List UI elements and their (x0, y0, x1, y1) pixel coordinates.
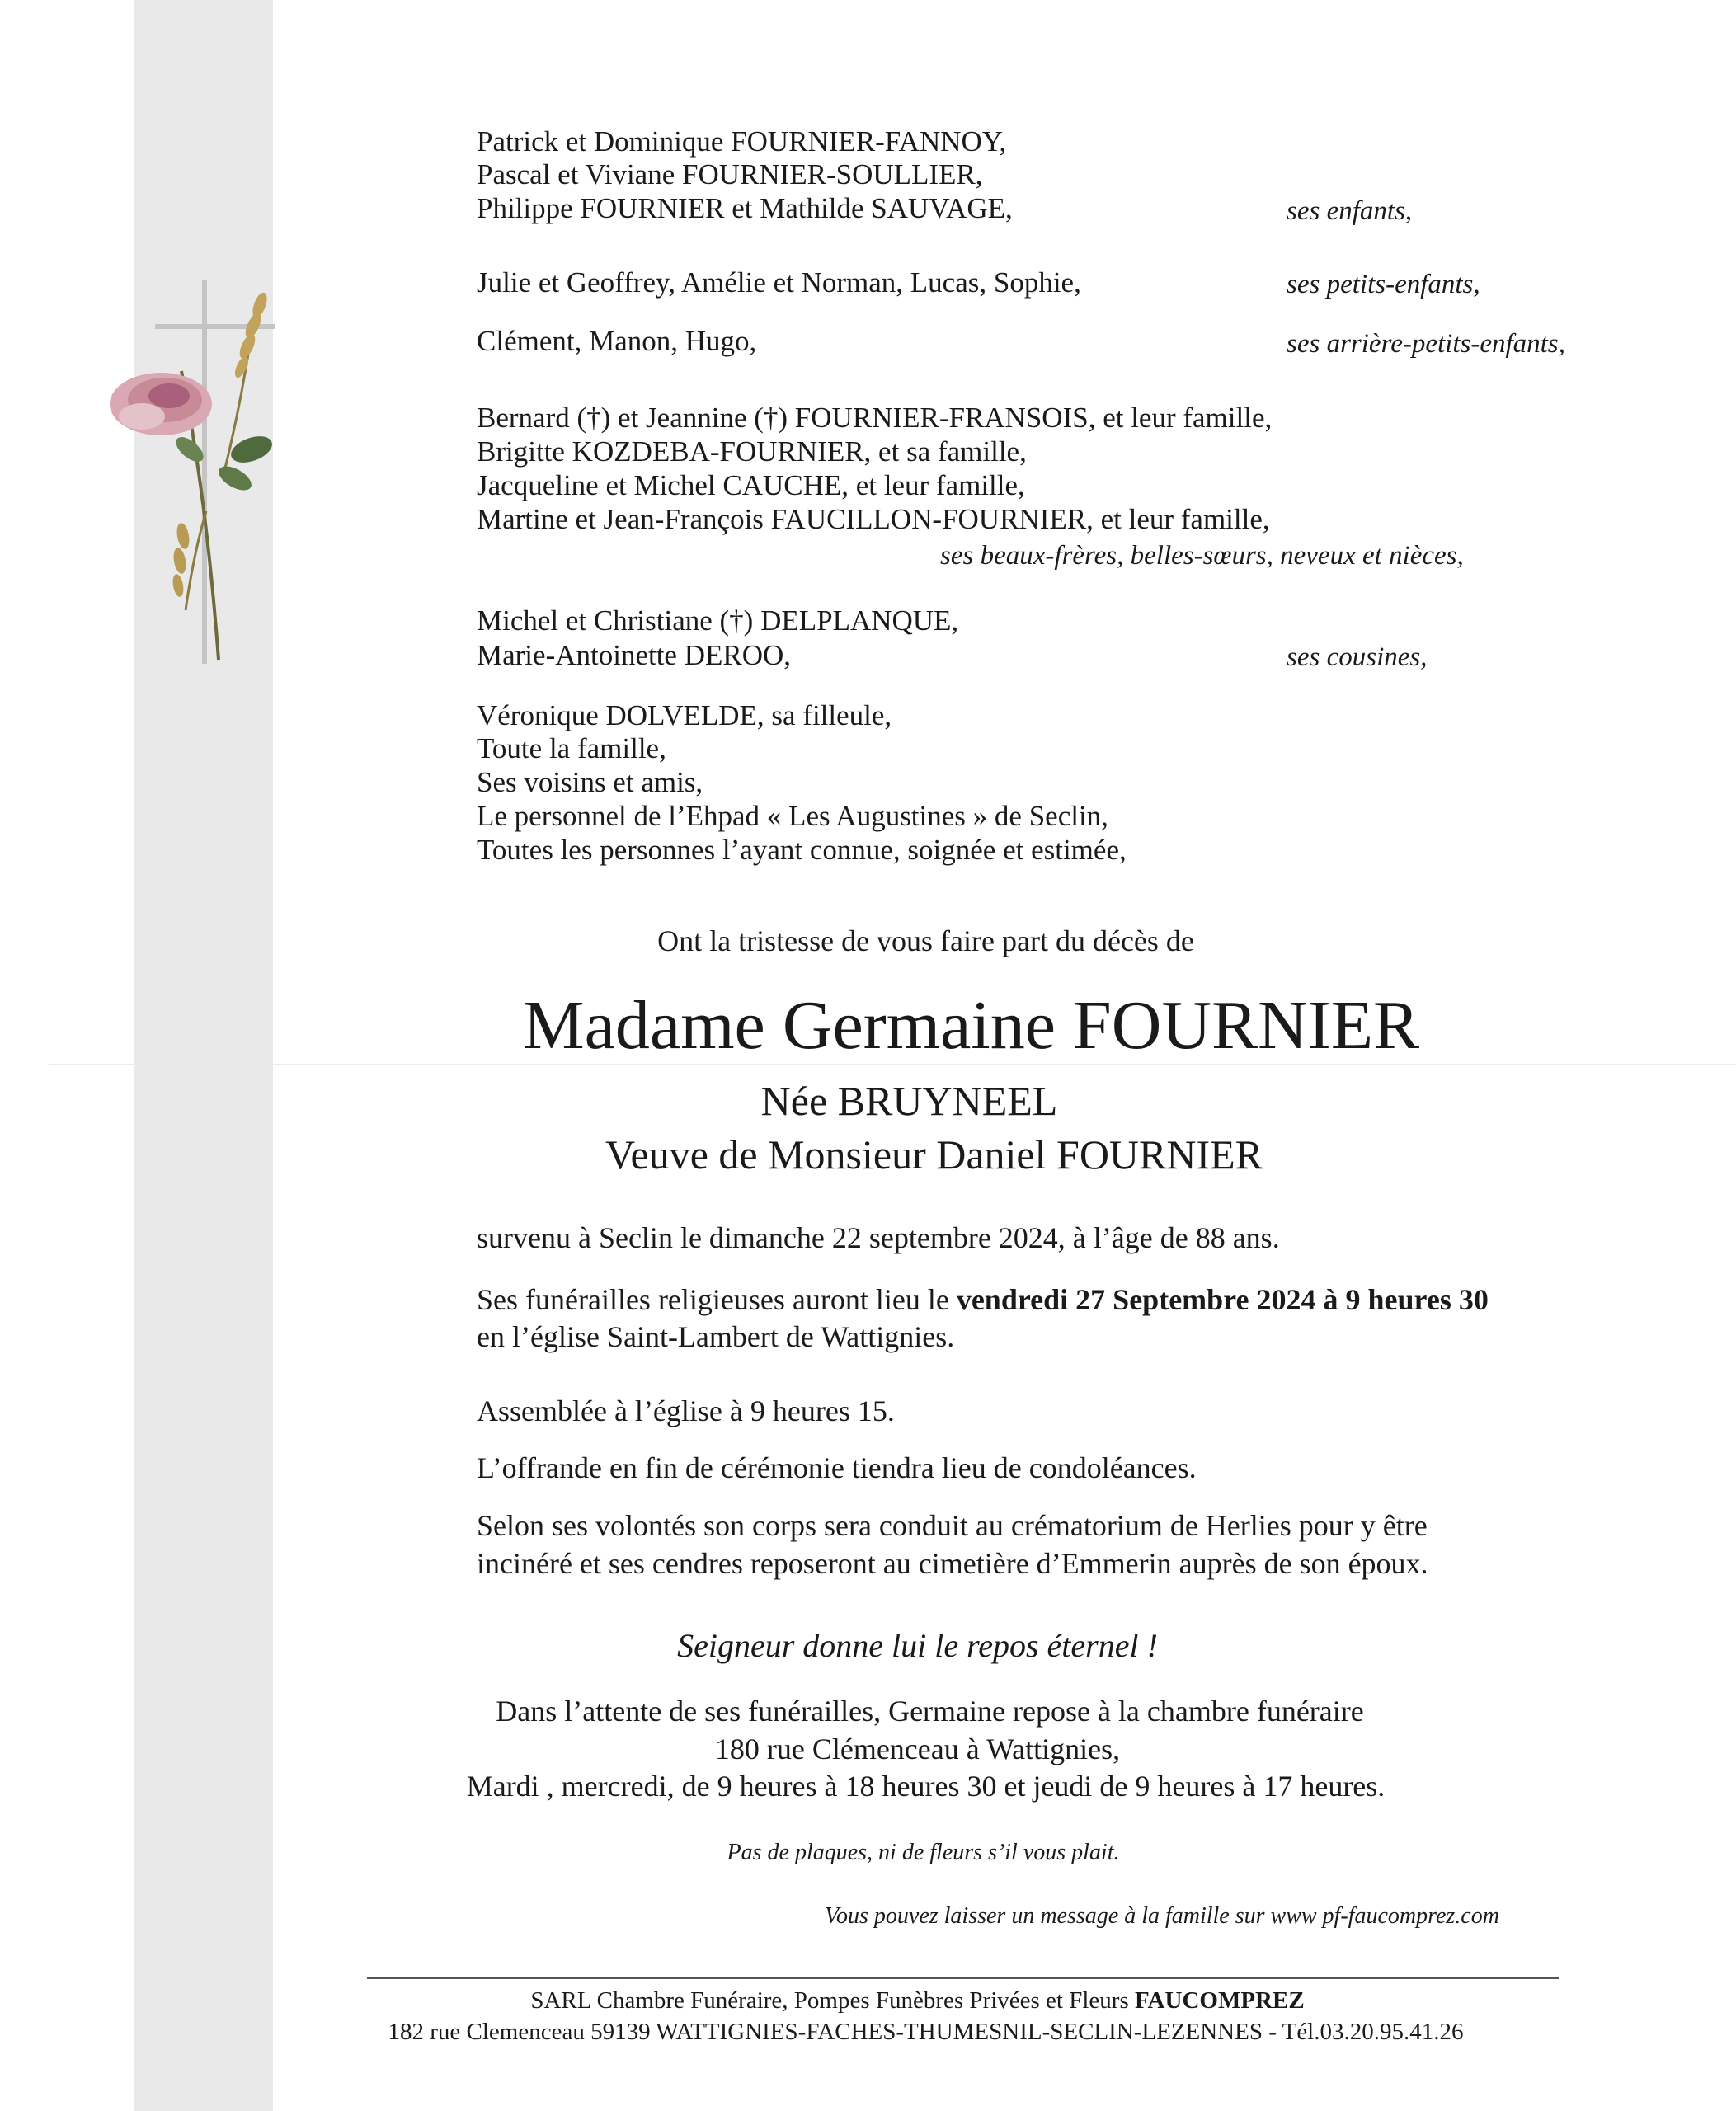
grandchildren-relation-label: ses petits-enfants, (1287, 270, 1480, 299)
children-relation-label: ses enfants, (1287, 196, 1413, 226)
funeral-prefix: Ses funérailles religieuses auront lieu le (477, 1283, 957, 1316)
deceased-name: Madame Germaine FOURNIER (522, 987, 1420, 1064)
cousin-line-2: Marie-Antoinette DEROO, (477, 639, 792, 671)
footer-divider (367, 1977, 1559, 1979)
footer-address: 182 rue Clemenceau 59139 WATTIGNIES-FACHES-THUMESNIL-SECLIN-LEZENNES - Tél.03.20.95.41.26 (388, 2019, 1464, 2045)
child-line-3: Philippe FOURNIER et Mathilde SAUVAGE, (477, 192, 1013, 224)
visitation-line-1: Dans l’attente de ses funérailles, Germaine repose à la chambre funéraire (496, 1695, 1364, 1728)
cousins-relation-label: ses cousines, (1287, 642, 1428, 672)
cross-with-rose-and-wheat-icon (91, 264, 297, 676)
footer-company-name: FAUCOMPREZ (1135, 1987, 1305, 2014)
other-line-3: Ses voisins et amis, (477, 766, 703, 798)
footer-company (49, 1986, 1736, 2015)
other-line-2: Toute la famille, (477, 732, 666, 764)
widow-of: Veuve de Monsieur Daniel FOURNIER (605, 1131, 1263, 1178)
footer-company-prefix: SARL Chambre Funéraire, Pompes Funèbres Privées et Fleurs (530, 1987, 1135, 2014)
child-line-2: Pascal et Viviane FOURNIER-SOULLIER, (477, 158, 983, 190)
great-grandchildren-relation-label: ses arrière-petits-enfants, (1287, 329, 1565, 359)
visitation-line-2: 180 rue Clémenceau à Wattignies, (714, 1733, 1121, 1765)
funeral-date: vendredi 27 Septembre 2024 à 9 heures 30 (956, 1283, 1489, 1316)
other-line-5: Toutes les personnes l’ayant connue, soignée et estimée, (477, 834, 1127, 866)
in-law-line-1: Bernard (†) et Jeannine (†) FOURNIER-FRANSOIS, et leur famille, (477, 402, 1273, 434)
message-note: Vous pouvez laisser un message à la famille sur www pf-faucomprez.com (825, 1903, 1499, 1929)
visitation-line-3: Mardi , mercredi, de 9 heures à 18 heures 30 et jeudi de 9 heures à 17 heures. (466, 1770, 1386, 1803)
grandchildren-line: Julie et Geoffrey, Amélie et Norman, Lucas, Sophie, (477, 266, 1081, 299)
prayer: Seigneur donne lui le repos éternel ! (677, 1627, 1158, 1664)
cremation-line-2: incinéré et ses cendres reposeront au cimetière d’Emmerin auprès de son époux. (477, 1547, 1428, 1580)
cousin-line-1: Michel et Christiane (†) DELPLANQUE, (477, 604, 959, 637)
other-line-4: Le personnel de l’Ehpad « Les Augustines » de Seclin, (477, 800, 1108, 832)
in-law-line-3: Jacqueline et Michel CAUCHE, et leur famille, (477, 469, 1025, 501)
in-laws-relation-label: ses beaux-frères, belles-sœurs, neveux et nièces, (940, 541, 1464, 571)
other-line-1: Véronique DOLVELDE, sa filleule, (477, 699, 892, 731)
birth-name: Née BRUYNEEL (760, 1078, 1058, 1124)
in-law-line-2: Brigitte KOZDEBA-FOURNIER, et sa famille, (477, 435, 1027, 468)
no-flowers-note: Pas de plaques, ni de fleurs s’il vous plait. (727, 1840, 1120, 1865)
death-details: survenu à Seclin le dimanche 22 septembre 2024, à l’âge de 88 ans. (477, 1221, 1280, 1254)
announcement-intro: Ont la tristesse de vous faire part du décès de (657, 924, 1194, 957)
funeral-line (477, 1281, 1489, 1319)
cremation-line-1: Selon ses volontés son corps sera conduit au crématorium de Herlies pour y être (477, 1509, 1428, 1542)
assembly-time: Assemblée à l’église à 9 heures 15. (477, 1394, 895, 1427)
in-law-line-4: Martine et Jean-François FAUCILLON-FOURNIER, et leur famille, (477, 503, 1270, 535)
great-grandchildren-line: Clément, Manon, Hugo, (477, 325, 757, 357)
offering-note: L’offrande en fin de cérémonie tiendra lieu de condoléances. (477, 1451, 1197, 1484)
funeral-place: en l’église Saint-Lambert de Wattignies. (477, 1320, 955, 1353)
child-line-1: Patrick et Dominique FOURNIER-FANNOY, (477, 125, 1007, 158)
